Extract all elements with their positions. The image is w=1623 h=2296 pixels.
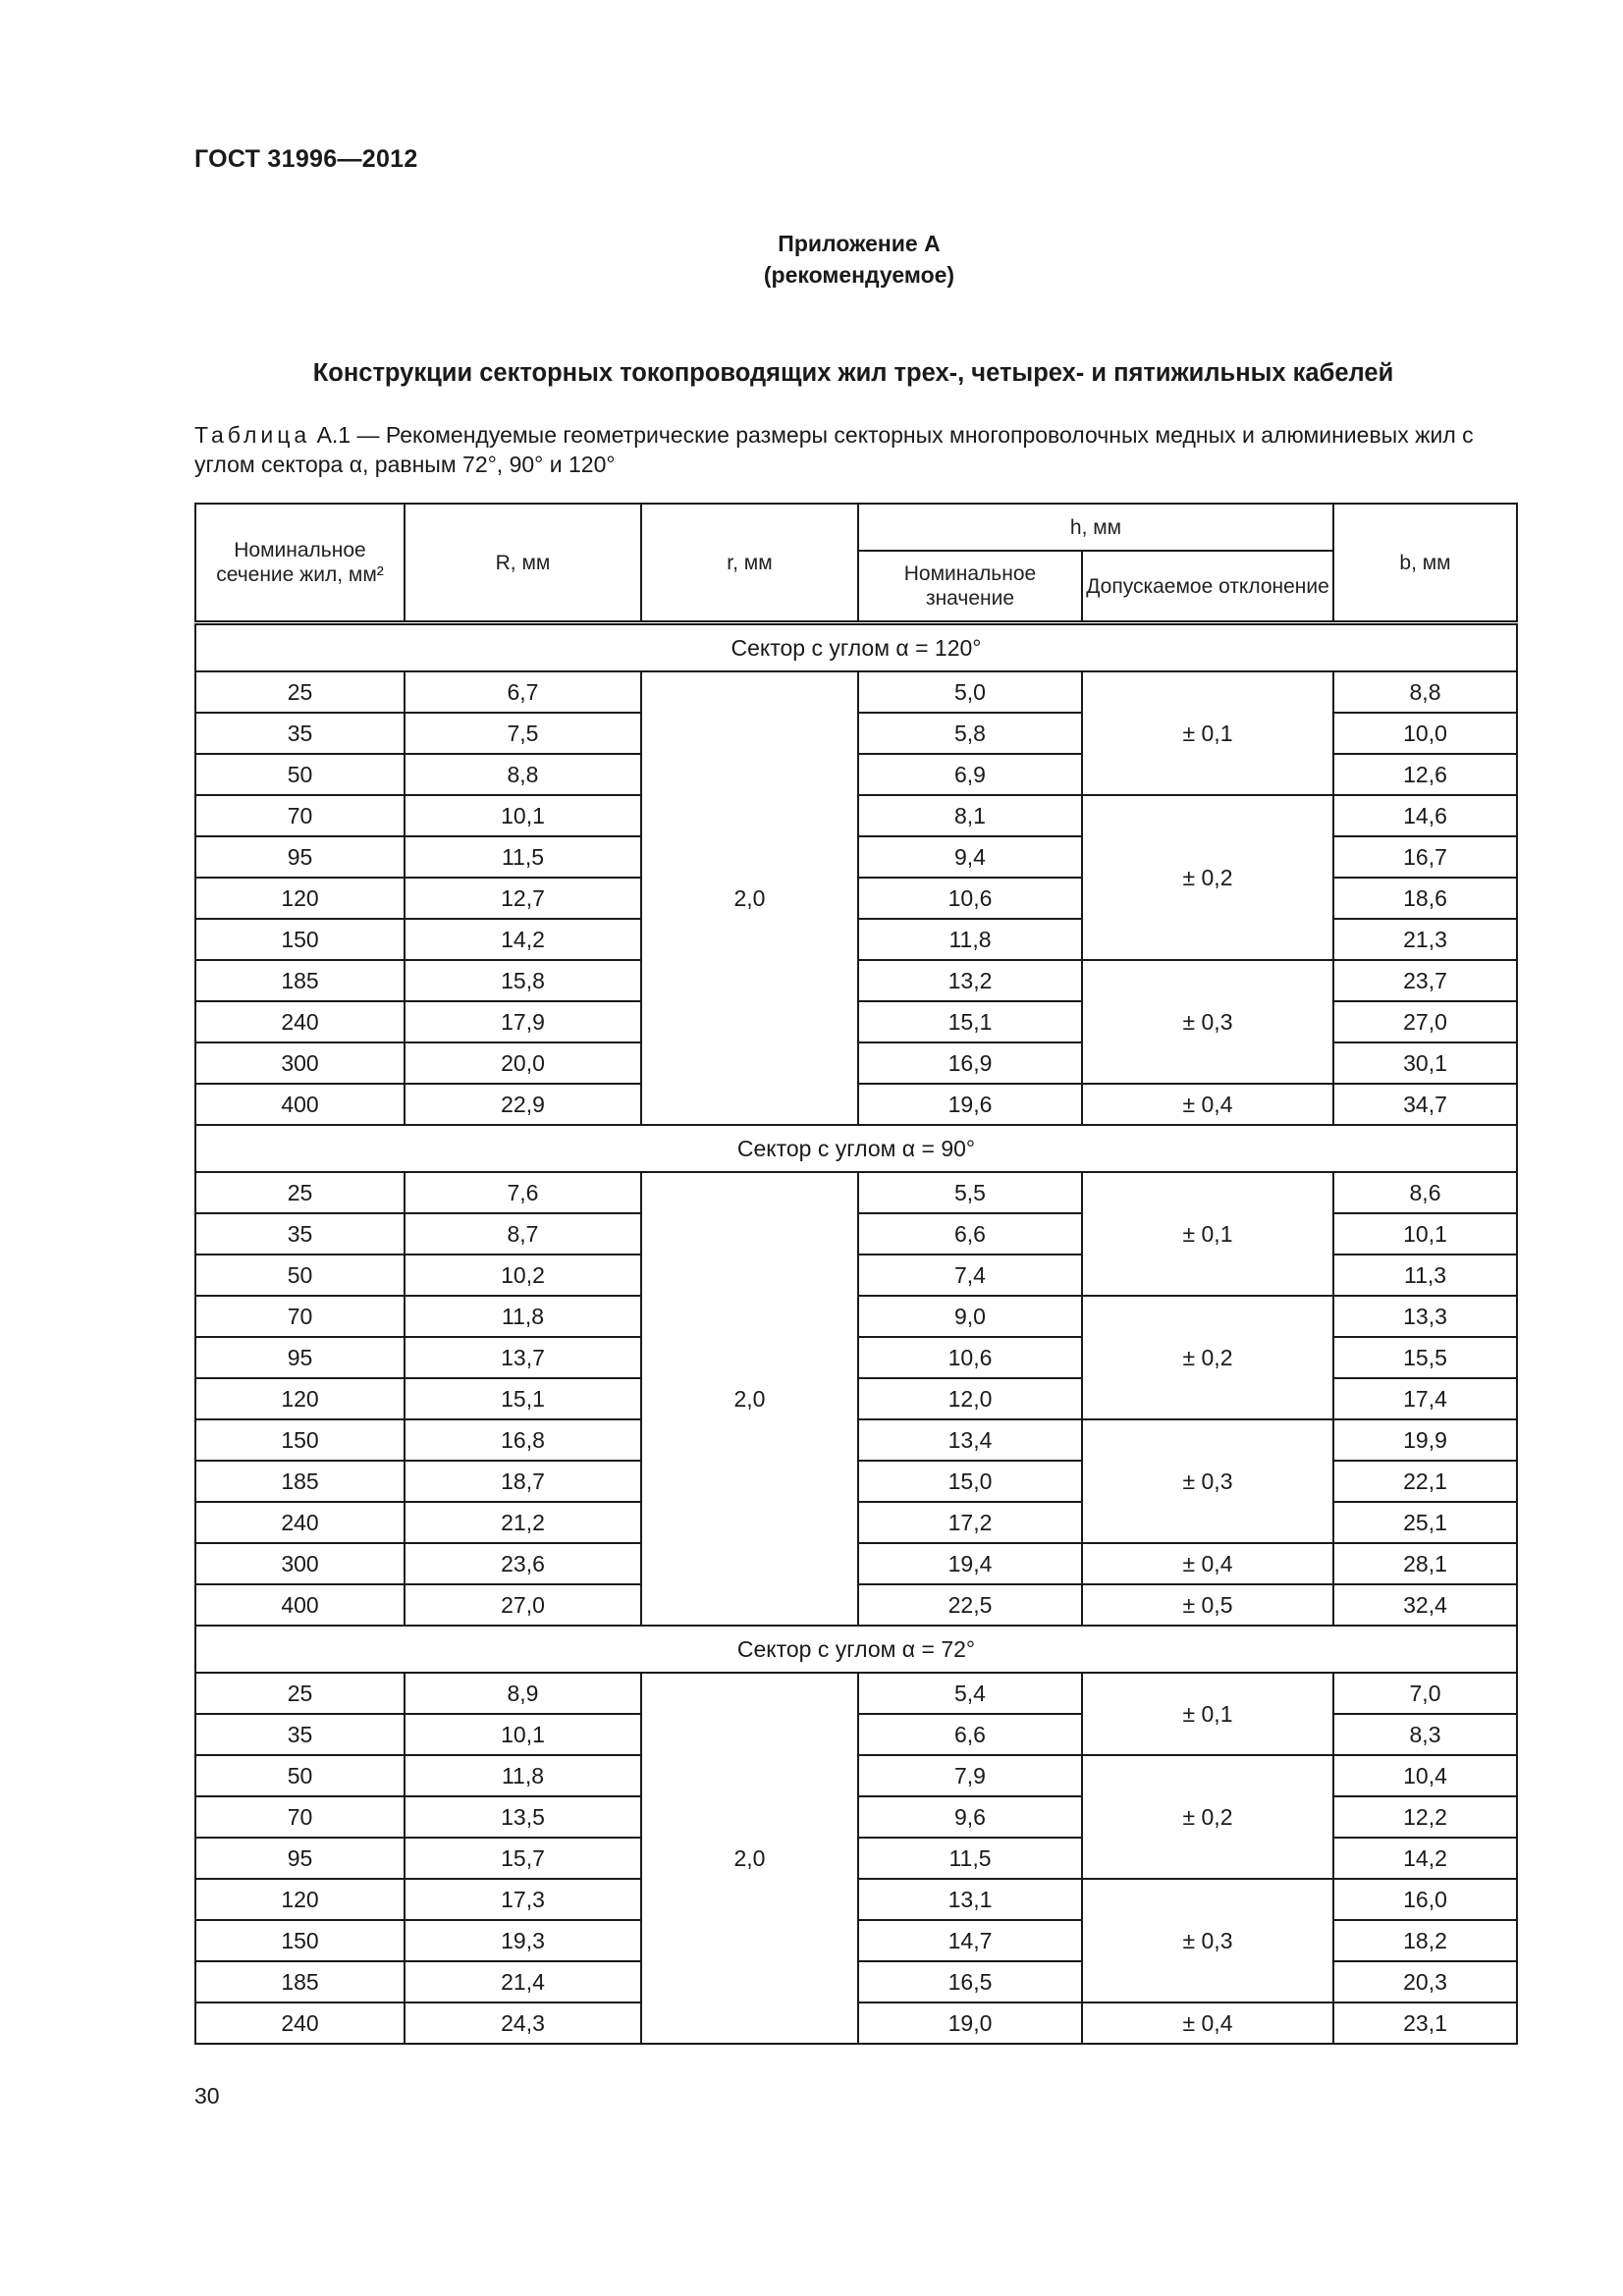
document-title: Конструкции секторных токопроводящих жил трех-, четырех- и пятижильных кабелей [312,359,1394,387]
cell-R: 8,8 [405,754,641,795]
cell-b: 15,5 [1333,1337,1517,1378]
table-row [195,1673,1517,1714]
cell-R: 23,6 [405,1543,641,1584]
cell-section: 95 [195,1838,405,1879]
cell-h-nominal: 17,2 [858,1502,1082,1543]
cell-R: 7,6 [405,1172,641,1213]
cell-h-nominal: 8,1 [858,795,1082,836]
cell-h-nominal: 16,5 [858,1961,1082,2002]
cell-h-tolerance: ± 0,2 [1082,1296,1333,1419]
cell-h-nominal: 12,0 [858,1378,1082,1419]
cell-section: 400 [195,1084,405,1125]
cell-h-nominal: 5,8 [858,713,1082,754]
cell-R: 19,3 [405,1920,641,1961]
cell-h-tolerance: ± 0,5 [1082,1584,1333,1626]
col-header-h-tolerance: Допускаемое отклонение [1082,551,1333,623]
cell-section: 50 [195,754,405,795]
cell-section: 50 [195,1255,405,1296]
cell-h-nominal: 11,8 [858,919,1082,960]
table-row [195,671,1517,713]
cell-section: 50 [195,1755,405,1796]
sector-title: Сектор с углом α = 72° [195,1626,1517,1673]
cell-R: 15,1 [405,1378,641,1419]
cell-R: 20,0 [405,1042,641,1084]
cell-R: 18,7 [405,1461,641,1502]
cell-b: 11,3 [1333,1255,1517,1296]
cell-b: 12,2 [1333,1796,1517,1838]
cell-h-nominal: 22,5 [858,1584,1082,1626]
cell-r: 2,0 [641,1673,858,2044]
cell-section: 25 [195,1673,405,1714]
cell-R: 10,2 [405,1255,641,1296]
cell-h-nominal: 6,9 [858,754,1082,795]
cell-section: 35 [195,1213,405,1255]
cell-section: 300 [195,1543,405,1584]
cell-R: 11,5 [405,836,641,878]
cell-b: 23,7 [1333,960,1517,1001]
cell-h-nominal: 10,6 [858,878,1082,919]
cell-b: 34,7 [1333,1084,1517,1125]
cell-R: 27,0 [405,1584,641,1626]
cell-b: 7,0 [1333,1673,1517,1714]
cell-h-nominal: 19,4 [858,1543,1082,1584]
cell-section: 120 [195,1879,405,1920]
standard-id: ГОСТ 31996—2012 [194,145,418,173]
cell-R: 17,9 [405,1001,641,1042]
cell-h-tolerance: ± 0,3 [1082,1419,1333,1543]
cell-section: 70 [195,1296,405,1337]
cell-R: 22,9 [405,1084,641,1125]
cell-R: 6,7 [405,671,641,713]
cell-section: 25 [195,671,405,713]
cell-R: 21,4 [405,1961,641,2002]
col-header-b: b, мм [1333,504,1517,623]
cell-b: 16,0 [1333,1879,1517,1920]
table-caption-text: А.1 — Рекомендуемые геометрические размеры секторных многопроволочных медных и алюминиевых жил с углом сектора α, равным 72°, 90° и 120° [194,422,1474,477]
cell-section: 25 [195,1172,405,1213]
cell-section: 120 [195,1378,405,1419]
cell-b: 14,6 [1333,795,1517,836]
table-caption [194,420,1530,479]
cell-h-nominal: 15,0 [858,1461,1082,1502]
cell-h-tolerance: ± 0,3 [1082,960,1333,1084]
cell-section: 150 [195,1419,405,1461]
cell-h-nominal: 5,4 [858,1673,1082,1714]
cell-h-nominal: 5,0 [858,671,1082,713]
cell-section: 150 [195,919,405,960]
cell-section: 185 [195,1961,405,2002]
cell-h-nominal: 6,6 [858,1714,1082,1755]
cell-h-nominal: 6,6 [858,1213,1082,1255]
cell-h-tolerance: ± 0,1 [1082,671,1333,795]
cell-b: 10,1 [1333,1213,1517,1255]
cell-r: 2,0 [641,1172,858,1626]
cell-b: 18,6 [1333,878,1517,919]
cell-h-nominal: 15,1 [858,1001,1082,1042]
cell-b: 23,1 [1333,2002,1517,2044]
col-header-h: h, мм [858,504,1333,551]
cell-R: 13,5 [405,1796,641,1838]
cell-b: 8,8 [1333,671,1517,713]
col-header-r: r, мм [641,504,858,623]
cell-h-nominal: 19,0 [858,2002,1082,2044]
cell-R: 10,1 [405,1714,641,1755]
cell-b: 10,4 [1333,1755,1517,1796]
cell-h-nominal: 9,0 [858,1296,1082,1337]
cell-b: 32,4 [1333,1584,1517,1626]
cell-b: 16,7 [1333,836,1517,878]
cell-h-nominal: 16,9 [858,1042,1082,1084]
cell-section: 95 [195,836,405,878]
cell-section: 185 [195,1461,405,1502]
cell-b: 13,3 [1333,1296,1517,1337]
cell-R: 15,7 [405,1838,641,1879]
cell-b: 19,9 [1333,1419,1517,1461]
cell-b: 8,6 [1333,1172,1517,1213]
cell-h-nominal: 7,4 [858,1255,1082,1296]
cell-b: 28,1 [1333,1543,1517,1584]
annex-status: (рекомендуемое) [763,262,955,288]
cell-h-tolerance: ± 0,4 [1082,1543,1333,1584]
sector-header-row [195,623,1517,672]
cell-section: 240 [195,2002,405,2044]
cell-r: 2,0 [641,671,858,1125]
cell-b: 10,0 [1333,713,1517,754]
cell-section: 240 [195,1502,405,1543]
cell-h-nominal: 10,6 [858,1337,1082,1378]
cell-section: 400 [195,1584,405,1626]
sector-header-row [195,1125,1517,1172]
cell-section: 95 [195,1337,405,1378]
cell-b: 27,0 [1333,1001,1517,1042]
table-caption-label: Таблица [194,422,311,448]
cell-b: 30,1 [1333,1042,1517,1084]
cell-section: 240 [195,1001,405,1042]
cell-h-nominal: 19,6 [858,1084,1082,1125]
page-number: 30 [194,2083,220,2109]
cell-h-tolerance: ± 0,1 [1082,1673,1333,1755]
cell-h-tolerance: ± 0,1 [1082,1172,1333,1296]
cell-b: 12,6 [1333,754,1517,795]
cell-b: 21,3 [1333,919,1517,960]
annex-title: Приложение А [778,231,941,256]
table-header [195,504,1517,623]
cell-R: 10,1 [405,795,641,836]
cell-h-nominal: 7,9 [858,1755,1082,1796]
cell-h-nominal: 5,5 [858,1172,1082,1213]
cell-R: 21,2 [405,1502,641,1543]
cell-h-nominal: 13,1 [858,1879,1082,1920]
cell-h-tolerance: ± 0,2 [1082,795,1333,960]
cell-R: 14,2 [405,919,641,960]
cell-b: 25,1 [1333,1502,1517,1543]
cell-R: 24,3 [405,2002,641,2044]
cell-R: 11,8 [405,1755,641,1796]
sector-title: Сектор с углом α = 120° [195,623,1517,672]
cell-R: 16,8 [405,1419,641,1461]
cell-h-nominal: 13,2 [858,960,1082,1001]
cell-b: 22,1 [1333,1461,1517,1502]
cell-section: 35 [195,1714,405,1755]
col-header-R: R, мм [405,504,641,623]
cell-h-tolerance: ± 0,4 [1082,1084,1333,1125]
cell-h-nominal: 11,5 [858,1838,1082,1879]
dimensions-table [194,503,1518,2045]
cell-R: 17,3 [405,1879,641,1920]
cell-h-nominal: 13,4 [858,1419,1082,1461]
sector-header-row [195,1626,1517,1673]
cell-section: 185 [195,960,405,1001]
cell-h-tolerance: ± 0,2 [1082,1755,1333,1879]
cell-R: 12,7 [405,878,641,919]
cell-h-tolerance: ± 0,3 [1082,1879,1333,2002]
annex-heading [0,228,1623,291]
cell-R: 11,8 [405,1296,641,1337]
cell-section: 150 [195,1920,405,1961]
cell-section: 70 [195,1796,405,1838]
cell-section: 70 [195,795,405,836]
cell-b: 18,2 [1333,1920,1517,1961]
cell-h-tolerance: ± 0,4 [1082,2002,1333,2044]
cell-b: 8,3 [1333,1714,1517,1755]
cell-section: 300 [195,1042,405,1084]
cell-R: 15,8 [405,960,641,1001]
cell-h-nominal: 9,6 [858,1796,1082,1838]
cell-R: 8,7 [405,1213,641,1255]
cell-R: 13,7 [405,1337,641,1378]
col-header-section: Номинальное сечение жил, мм² [195,504,405,623]
cell-b: 20,3 [1333,1961,1517,2002]
cell-R: 7,5 [405,713,641,754]
cell-section: 120 [195,878,405,919]
cell-b: 17,4 [1333,1378,1517,1419]
sector-title: Сектор с углом α = 90° [195,1125,1517,1172]
cell-h-nominal: 14,7 [858,1920,1082,1961]
cell-R: 8,9 [405,1673,641,1714]
cell-section: 35 [195,713,405,754]
table-row [195,1172,1517,1213]
cell-h-nominal: 9,4 [858,836,1082,878]
table-body [195,623,1517,2045]
cell-b: 14,2 [1333,1838,1517,1879]
col-header-h-nominal: Номинальное значение [858,551,1082,623]
